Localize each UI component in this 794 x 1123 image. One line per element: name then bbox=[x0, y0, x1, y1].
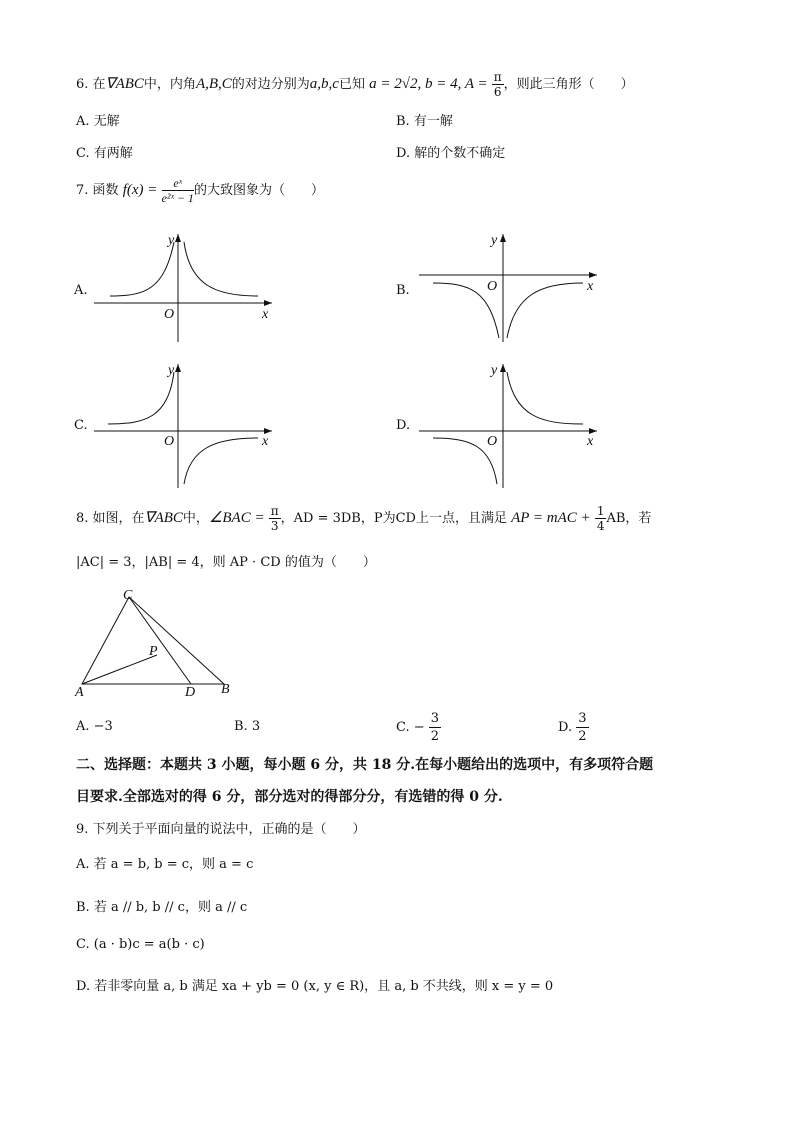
q7-func: f(x) = bbox=[122, 182, 158, 198]
q6-option-c: C. 有两解 bbox=[76, 146, 133, 161]
q7-suffix: 的大致图象为（ ） bbox=[193, 183, 324, 198]
q8-option-b: B. 3 bbox=[234, 719, 261, 734]
q7-a-y-label: y bbox=[168, 233, 175, 248]
q9-option-b: B. 若 a // b, b // c，则 a // c bbox=[76, 900, 248, 915]
q6-fraction: $\frac{\pi}{6}$ bbox=[493, 70, 502, 99]
q8-fig-b: B bbox=[221, 682, 230, 697]
q6-option-a: A. 无解 bbox=[76, 114, 120, 129]
q9-option-a: A. 若 a = b, b = c，则 a = c bbox=[76, 857, 254, 872]
q7-label-d: D. bbox=[396, 418, 411, 433]
q6-angles: A,B,C bbox=[195, 76, 232, 92]
q6-given: a = 2√2, b = 4, A = bbox=[369, 76, 488, 92]
q6-triangle: ∇ABC bbox=[105, 76, 144, 92]
q8-coef-fraction: $\frac{1}{4}$ bbox=[596, 504, 605, 533]
q7-graph-c bbox=[90, 360, 280, 490]
q7-label-a: A. bbox=[74, 283, 88, 298]
q8-cond-2: P为CD上一点，且满足 bbox=[373, 511, 507, 526]
q6-sides: a,b,c bbox=[309, 76, 339, 92]
q8-fig-a: A bbox=[75, 685, 84, 700]
q6-stem bbox=[76, 70, 634, 99]
q7-c-x-label: x bbox=[262, 434, 269, 449]
q7-b-x-label: x bbox=[587, 279, 594, 294]
q8-triangle: ∇ABC bbox=[144, 510, 183, 526]
q7-c-y-label: y bbox=[168, 363, 175, 378]
q8-line1 bbox=[76, 504, 651, 533]
q7-a-x-label: x bbox=[262, 307, 269, 322]
section2-line2: 目要求.全部选对的得 6 分，部分选对的得部分分，有选错的得 0 分. bbox=[76, 789, 503, 805]
q7-graph-b bbox=[415, 230, 605, 345]
q7-b-origin: O bbox=[487, 279, 498, 294]
q9-stem: 9. 下列关于平面向量的说法中，正确的是（ ） bbox=[76, 822, 366, 837]
q7-graph-d bbox=[415, 360, 605, 490]
q8-angle: ∠BAC = bbox=[208, 510, 265, 526]
q8-option-c: C. − $\frac{3}{2}$ bbox=[396, 711, 440, 744]
q8-fig-p: P bbox=[149, 644, 158, 659]
q8-line2: |AC| = 3，|AB| = 4，则 AP · CD 的值为（ ） bbox=[76, 555, 376, 570]
q9-option-c: C. (a · b)c = a(b · c) bbox=[76, 937, 205, 952]
q7-b-y-label: y bbox=[491, 233, 498, 248]
q7-graph-a bbox=[90, 230, 280, 345]
q7-c-origin: O bbox=[164, 434, 175, 449]
q8-cond-3: AP = mAC + bbox=[511, 510, 591, 526]
q6-prefix: 6. 在 bbox=[76, 77, 106, 92]
q7-stem bbox=[76, 176, 324, 205]
q7-prefix: 7. 函数 bbox=[76, 183, 119, 198]
q6-text-2: 的对边分别为 bbox=[231, 77, 310, 92]
q6-text-1: 中，内角 bbox=[143, 77, 196, 92]
q9-option-d: D. 若非零向量 a, b 满足 xa + yb = 0 (x, y ∈ R)，且 a, b 不共线，则 x = y = 0 bbox=[76, 979, 554, 994]
q7-d-y-label: y bbox=[491, 363, 498, 378]
q6-text-4: ，则此三角形（ ） bbox=[503, 77, 634, 92]
q6-option-b: B. 有一解 bbox=[396, 114, 453, 129]
q7-fraction: $\frac{\text{eˣ}}{\text{e²ˣ − 1}}$ bbox=[161, 176, 194, 205]
q8-option-a: A. −3 bbox=[76, 719, 113, 734]
q8-option-d: D. $\frac{3}{2}$ bbox=[558, 711, 587, 744]
q7-label-b: B. bbox=[396, 283, 410, 298]
q7-a-origin: O bbox=[164, 307, 175, 322]
q8-text-1: 中， bbox=[182, 511, 209, 526]
section2-line1: 二、选择题：本题共 3 小题，每小题 6 分，共 18 分.在每小题给出的选项中，有多项符合题 bbox=[76, 757, 654, 773]
q6-text-3: 已知 bbox=[338, 77, 365, 92]
q7-label-c: C. bbox=[74, 418, 88, 433]
q8-angle-fraction: $\frac{\pi}{3}$ bbox=[270, 504, 279, 533]
q7-d-x-label: x bbox=[587, 434, 594, 449]
q8-option-d-fraction: $\frac{3}{2}$ bbox=[578, 711, 587, 744]
q8-cond-1: ，AD = 3DB， bbox=[280, 511, 374, 526]
q8-fig-d: D bbox=[185, 685, 196, 700]
q6-option-d: D. 解的个数不确定 bbox=[396, 146, 506, 161]
q8-figure bbox=[72, 587, 242, 702]
q8-cond-4: AB，若 bbox=[606, 511, 652, 526]
q8-fig-c: C bbox=[123, 588, 133, 603]
q8-option-c-fraction: $\frac{3}{2}$ bbox=[430, 711, 440, 744]
q7-d-origin: O bbox=[487, 434, 498, 449]
q8-prefix: 8. 如图，在 bbox=[76, 511, 145, 526]
